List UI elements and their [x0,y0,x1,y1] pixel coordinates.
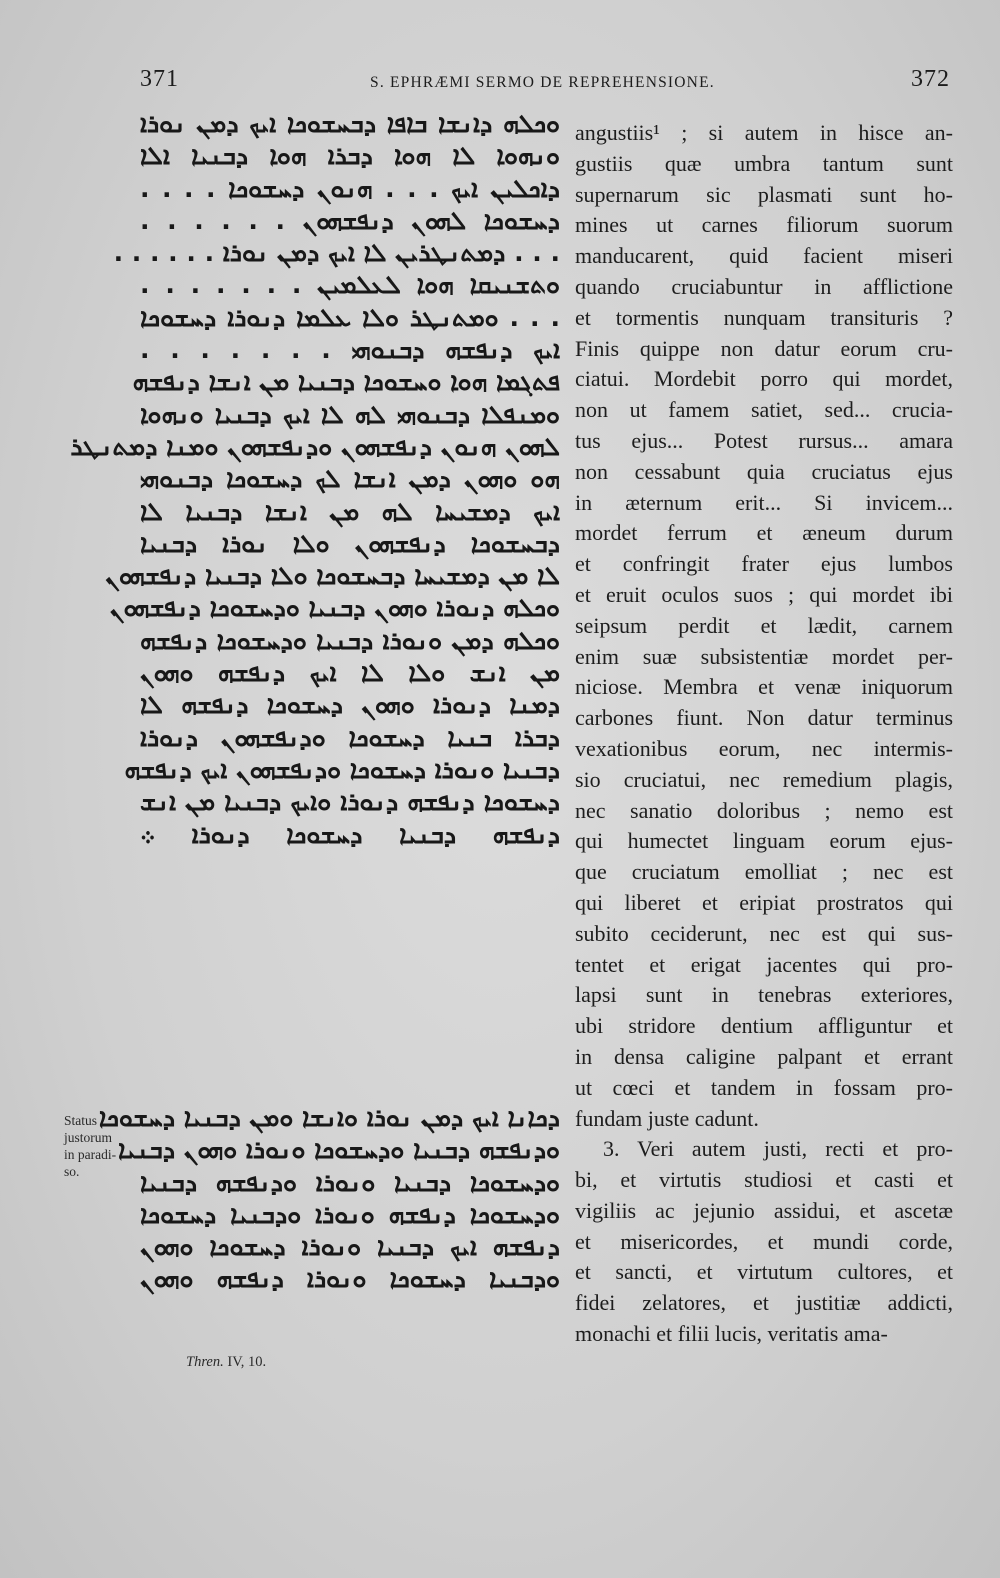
latin-translation-column [575,118,953,1350]
syriac-line: ܐܝܟ ܕܢܦܫܗ ܕܒܢܘܗܝ . . . . . . . [140,335,560,365]
footnote-source: Thren. [186,1354,224,1370]
latin-line: tentet et erigat jacentes qui pro- [575,951,953,977]
latin-line: in æternum erit... Si invicem... [575,489,953,515]
syriac-line: ܕܟܐܢܐ ܐܝܟ ܕܡܢ ܢܘܪܐ ܘܐܢܫܐ ܘܡܢ ܕܒܢܝܐ ܕܚܫܘܟܐ [98,1103,560,1132]
latin-line: enim suæ subsistentiæ mordet per- [575,643,953,669]
latin-line: sio cruciatui, nec remedium plagis, [575,766,953,792]
syriac-line: ܘܕܚܫܘܟܐ ܕܒܢܝܐ ܘܢܘܪܐ ܘܕܢܦܫܗ ܕܒܢܝܐ [140,1167,560,1197]
marginal-note-line: Status [64,1113,98,1128]
latin-line: supernarum sic plasmati sunt ho- [575,181,953,207]
latin-line: ciatui. Mordebit porro qui mordet, [575,366,953,392]
syriac-text-column [70,108,560,851]
latin-line: bi, et virtutis studiosi et casti et [575,1167,953,1193]
marginal-note-line: justorum [64,1130,113,1145]
latin-line: ut cœci et tandem in fossam pro- [575,1074,953,1100]
syriac-line: ܘܡܢܦܠܐ ܕܒܢܘܗܝ ܠܗ ܠܐ ܐܝܟ ܕܒܢܝܐ ܘܢܗܘܐ [140,399,560,429]
latin-line: que cruciatum emolliat ; nec est [575,859,953,885]
syriac-line: ܕܐܟܠܝܢ ܐܝܟ . . . ܗܢܘܢ ܕܚܫܘܟܐ . . . . [140,173,560,203]
latin-line: fundam juste cadunt. [575,1105,759,1131]
latin-line: angustiis¹ ; si autem in hisce an- [575,120,953,145]
syriac-line: ܕܢܦܫܗ ܐܝܟ ܕܒܢܝܐ ܘܢܘܪܐ ܕܚܫܘܟܐ ܘܗܘܢ [140,1232,560,1262]
syriac-line: ܘܟܠܗ ܕܡܢ ܘܢܘܪܐ ܕܒܢܝܐ ܘܕܚܫܘܟܐ ܕܢܦܫܗ [140,625,560,655]
syriac-line: ܕܚܫܘܟܐ ܠܗܘܢ ܕܢܦܫܗܘܢ . . . . . . [140,205,560,235]
syriac-line: ܠܐ ܡܢ ܕܡܫܝܚܐ ܕܒܚܫܘܟܐ ܘܠܐ ܕܒܢܝܐ ܕܢܦܫܗܘܢ [105,561,560,591]
syriac-line: ܐܝܟ ܕܡܫܝܚܐ ܠܗ ܡܢ ܐܢܫܐ ܕܒܢܝܐ ܠܐ [140,496,560,526]
syriac-line: ܡܢ ܐܢܫ ܘܠܐ ܠܐ ܐܝܟ ܕܢܦܫܗ ܘܗܘܢ [140,658,560,688]
latin-line: 3. Veri autem justi, recti et pro- [603,1136,953,1162]
latin-line: Finis quippe non datur eorum cru- [575,335,953,361]
latin-line: non cessabunt quia cruciatus ejus [575,458,953,484]
latin-line: seipsum perdit et lædit, carnem [575,612,953,638]
latin-line: qui liberet et eripiat prostratos qui [575,889,953,915]
latin-line: monachi et filii lucis, veritatis ama- [575,1321,888,1347]
syriac-line: . . . ܕܡܬܢܛܪܝܢ ܠܐ ܐܝܟ ܕܡܢ ܢܘܪܐ . . . . . . [113,238,560,268]
marginal-note-line: so. [64,1164,80,1179]
syriac-line: ܦܬܓܡܐ ܗܘܐ ܘܚܫܘܟܐ ܕܒܢܝܐ ܡܢ ܐܢܫܐ ܕܢܦܫܗ [132,367,560,397]
marginal-note [64,1112,136,1180]
syriac-line: ܕܒܚܫܘܟܐ ܕܢܦܫܗܘܢ ܘܠܐ ܢܘܪܐ ܕܒܢܝܐ [140,528,560,558]
latin-line: qui humectet linguam eorum ejus- [575,828,953,854]
syriac-line: ܕܒܪܐ ܒܢܝܐ ܕܚܫܘܟܐ ܘܕܢܦܫܗܘܢ ܕܢܘܪܐ [140,722,560,752]
latin-line: et confringit frater ejus lumbos [575,551,953,577]
syriac-line: ܘܕܒܢܝܐ ܕܚܫܘܟܐ ܘܢܘܪܐ ܕܢܦܫܗ ܘܗܘܢ [140,1264,560,1294]
running-title: S. EPHRÆMI SERMO DE REPREHENSIONE. [370,74,715,91]
syriac-line: ܗܘ ܘܗܘܢ ܕܡܢ ܐܢܫܐ ܠܟ ܕܚܫܘܟܐ ܕܒܢܘܗܝ [140,464,560,494]
syriac-line: ܘܟܠܗ ܕܢܘܪܐ ܘܗܘܢ ܕܒܢܝܐ ܘܕܚܫܘܟܐ ܕܢܦܫܗܘܢ [109,593,560,623]
syriac-line: ܘܕܚܫܘܟܐ ܕܢܦܫܗ ܘܢܘܪܐ ܘܕܒܢܝܐ ܕܚܫܘܟܐ [140,1199,560,1229]
latin-line: et misericordes, et mundi corde, [575,1228,953,1254]
syriac-line: ܕܡܢܐ ܕܢܘܪܐ ܘܗܘܢ ܕܚܫܘܟܐ ܕܢܦܫܗ ܠܐ [140,690,560,720]
latin-line: tus ejus... Potest rursus... amara [575,427,953,453]
syriac-line: ܘܕܢܦܫܗ ܕܒܢܝܐ ܘܕܚܫܘܟܐ ܘܢܘܪܐ ܘܗܘܢ ܕܒܢܝܐ [118,1135,560,1165]
latin-line: niciose. Membra et venæ iniquorum [575,674,953,700]
latin-line: vigiliis ac jejunio assidui, et ascetæ [575,1197,953,1223]
latin-line: quando cruciabuntur in afflictione [575,273,953,299]
page-number-left: 371 [140,66,179,92]
syriac-line: ܕܚܫܘܟܐ ܕܢܦܫܗ ܕܢܘܪܐ ܘܐܝܟ ܕܒܢܝܐ ܡܢ ܐܢܫ [140,787,560,817]
footnote-reference: IV, 10. [227,1354,267,1370]
latin-line: in densa caligine palpant et errant [575,1043,953,1069]
latin-line: ubi stridore dentium affliguntur et [575,1013,953,1039]
page-number-right: 372 [911,66,950,92]
latin-line: gustiis quæ umbra tantum sunt [575,150,953,176]
latin-line: subito ceciderunt, nec est qui sus- [575,920,953,946]
latin-line: mines ut carnes filiorum suorum [575,212,953,238]
footnote [186,1354,266,1371]
latin-line: carbones fiunt. Non datur terminus [575,705,953,731]
syriac-line: ܘܢܗܘܐ ܠܐ ܗܘܐ ܕܒܪܐ ܗܘܐ ܕܒܢܝܐ ܐܠܐ [140,141,560,171]
latin-line: et sancti, et virtutum cultores, et [575,1259,953,1285]
syriac-line: ܘܟܠܗ ܕܐܢܫܐ ܒܐܦܐ ܕܒܚܫܘܟܐ ܐܝܟ ܕܡܢ ܢܘܪܐ [140,109,560,138]
latin-line: vexationibus eorum, nec intermis- [575,735,953,761]
latin-line: lapsi sunt in tenebras exteriores, [575,982,953,1008]
syriac-line: ܘܬܫܢܝܩܐ ܗܘܐ ܠܥܠܡܝܢ . . . . . . . [140,270,560,300]
latin-line: nec sanatio doloribus ; nemo est [575,797,953,823]
latin-line: manducarent, quid facient miseri [575,243,953,269]
syriac-line: ܕܢܦܫܗ ܕܒܢܝܐ ܕܚܫܘܟܐ ܕܢܘܪܐ ܀ [140,819,560,849]
syriac-line: ܠܗܘܢ ܗܢܘܢ ܕܢܦܫܗܘܢ ܘܕܢܦܫܗܘܢ ܘܡܢܐ ܕܡܬܢܛܪ [70,431,560,461]
syriac-line: . . . ܘܡܬܢܛܪ ܘܠܐ ܥܠܡܐ ܕܢܘܪܐ ܕܚܫܘܟܐ [140,302,560,332]
page-header [140,66,950,102]
latin-line: fidei zelatores, et justitiæ addicti, [575,1290,953,1316]
latin-line: et tormentis nunquam transituris ? [575,304,953,330]
latin-line: et eruit oculos suos ; qui mordet ibi [575,581,953,607]
latin-line: mordet ferrum et æneum durum [575,520,953,546]
marginal-note-line: in paradi- [64,1147,117,1162]
syriac-line: ܕܒܢܝܐ ܘܢܘܪܐ ܕܚܫܘܟܐ ܘܕܢܦܫܗܘܢ ܐܝܟ ܕܢܦܫܗ [124,754,560,784]
latin-line: non ut famem satiet, sed... crucia- [575,397,953,423]
syriac-text-column-lower [98,1102,560,1296]
